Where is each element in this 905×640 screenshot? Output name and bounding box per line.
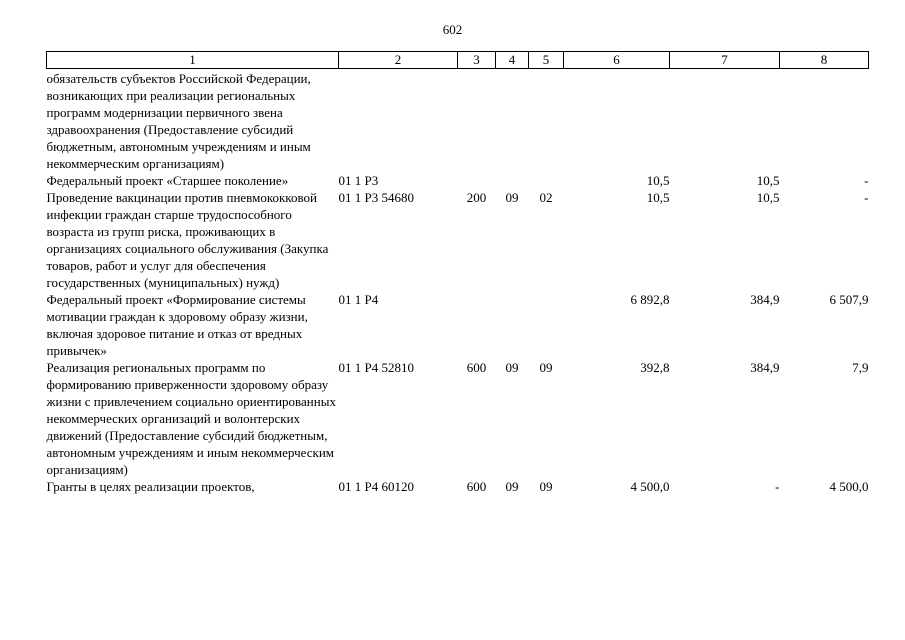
row-name: Гранты в целях реализации проектов, <box>46 479 255 494</box>
row-col7: 10,5 <box>756 190 780 205</box>
row-pr <box>529 291 564 359</box>
row-code: 01 1 Р3 54680 <box>338 190 414 205</box>
row-rz <box>496 69 529 173</box>
row-col7: - <box>775 479 780 494</box>
table-row <box>47 359 869 478</box>
table-row <box>47 172 869 189</box>
row-col7: 384,9 <box>750 360 780 375</box>
row-col6: 10,5 <box>646 190 670 205</box>
row-col7: 384,9 <box>750 292 780 307</box>
table-row <box>47 69 869 173</box>
row-code: 01 1 Р4 52810 <box>338 360 414 375</box>
row-pr: 09 <box>539 479 553 494</box>
row-rz <box>496 291 529 359</box>
row-col8: 7,9 <box>852 360 869 375</box>
header-col-3: 3 <box>458 52 496 69</box>
row-col8: 6 507,9 <box>829 292 869 307</box>
row-col6: 392,8 <box>640 360 670 375</box>
header-col-1: 1 <box>47 52 339 69</box>
row-vr: 600 <box>466 360 487 375</box>
row-col8: - <box>864 173 869 188</box>
row-name: обязательств субъектов Российской Федерации, возникающих при реализации региональных программ модернизации первичного звена здравоохранения (Предоставление субсидий бюджетным, автономным учреждениям и иным некоммерческим организациям) <box>46 71 311 171</box>
row-code: 01 1 Р4 <box>338 292 379 307</box>
row-vr <box>458 69 496 173</box>
row-name: Проведение вакцинации против пневмококковой инфекции граждан старше трудоспособного возраста из групп риска, проживающих в организациях социального обслуживания (Закупка товаров, работ и услуг для обеспечения государственных (муниципальных) нужд) <box>46 190 329 290</box>
budget-table <box>46 51 869 495</box>
row-vr <box>458 172 496 189</box>
row-col7 <box>670 69 780 173</box>
row-rz: 09 <box>505 190 519 205</box>
row-rz: 09 <box>505 479 519 494</box>
row-name: Федеральный проект «Формирование системы мотивации граждан к здоровому образу жизни, включая здоровое питание и отказ от вредных привычек» <box>46 292 308 358</box>
row-col8: - <box>864 190 869 205</box>
header-row <box>47 52 869 69</box>
row-pr <box>529 172 564 189</box>
header-col-2: 2 <box>339 52 458 69</box>
row-rz: 09 <box>505 360 519 375</box>
header-col-8: 8 <box>780 52 869 69</box>
table-row <box>47 291 869 359</box>
header-col-7: 7 <box>670 52 780 69</box>
header-col-6: 6 <box>564 52 670 69</box>
row-name: Федеральный проект «Старшее поколение» <box>46 173 289 188</box>
row-pr: 02 <box>539 190 553 205</box>
row-vr: 600 <box>466 479 487 494</box>
table-row <box>47 189 869 291</box>
row-col8: 4 500,0 <box>829 479 869 494</box>
page-number: 602 <box>442 22 463 37</box>
row-pr <box>529 69 564 173</box>
row-code <box>339 69 458 173</box>
header-col-4: 4 <box>496 52 529 69</box>
row-code: 01 1 Р3 <box>338 173 379 188</box>
row-vr: 200 <box>466 190 487 205</box>
row-col8 <box>780 69 869 173</box>
row-pr: 09 <box>539 360 553 375</box>
row-col6: 6 892,8 <box>630 292 670 307</box>
row-col6 <box>564 69 670 173</box>
row-col6: 4 500,0 <box>630 479 670 494</box>
row-code: 01 1 Р4 60120 <box>338 479 414 494</box>
header-col-5: 5 <box>529 52 564 69</box>
row-name: Реализация региональных программ по формированию приверженности здоровому образу жизни с привлечением социально ориентированных некоммерческих организаций и волонтерских движений (Предоставление субсидий бюджетным, автономным учреждениям и иным некоммерческим организациям) <box>46 360 336 477</box>
table-row <box>47 478 869 495</box>
row-col7: 10,5 <box>756 173 780 188</box>
row-rz <box>496 172 529 189</box>
row-vr <box>458 291 496 359</box>
row-col6: 10,5 <box>646 173 670 188</box>
